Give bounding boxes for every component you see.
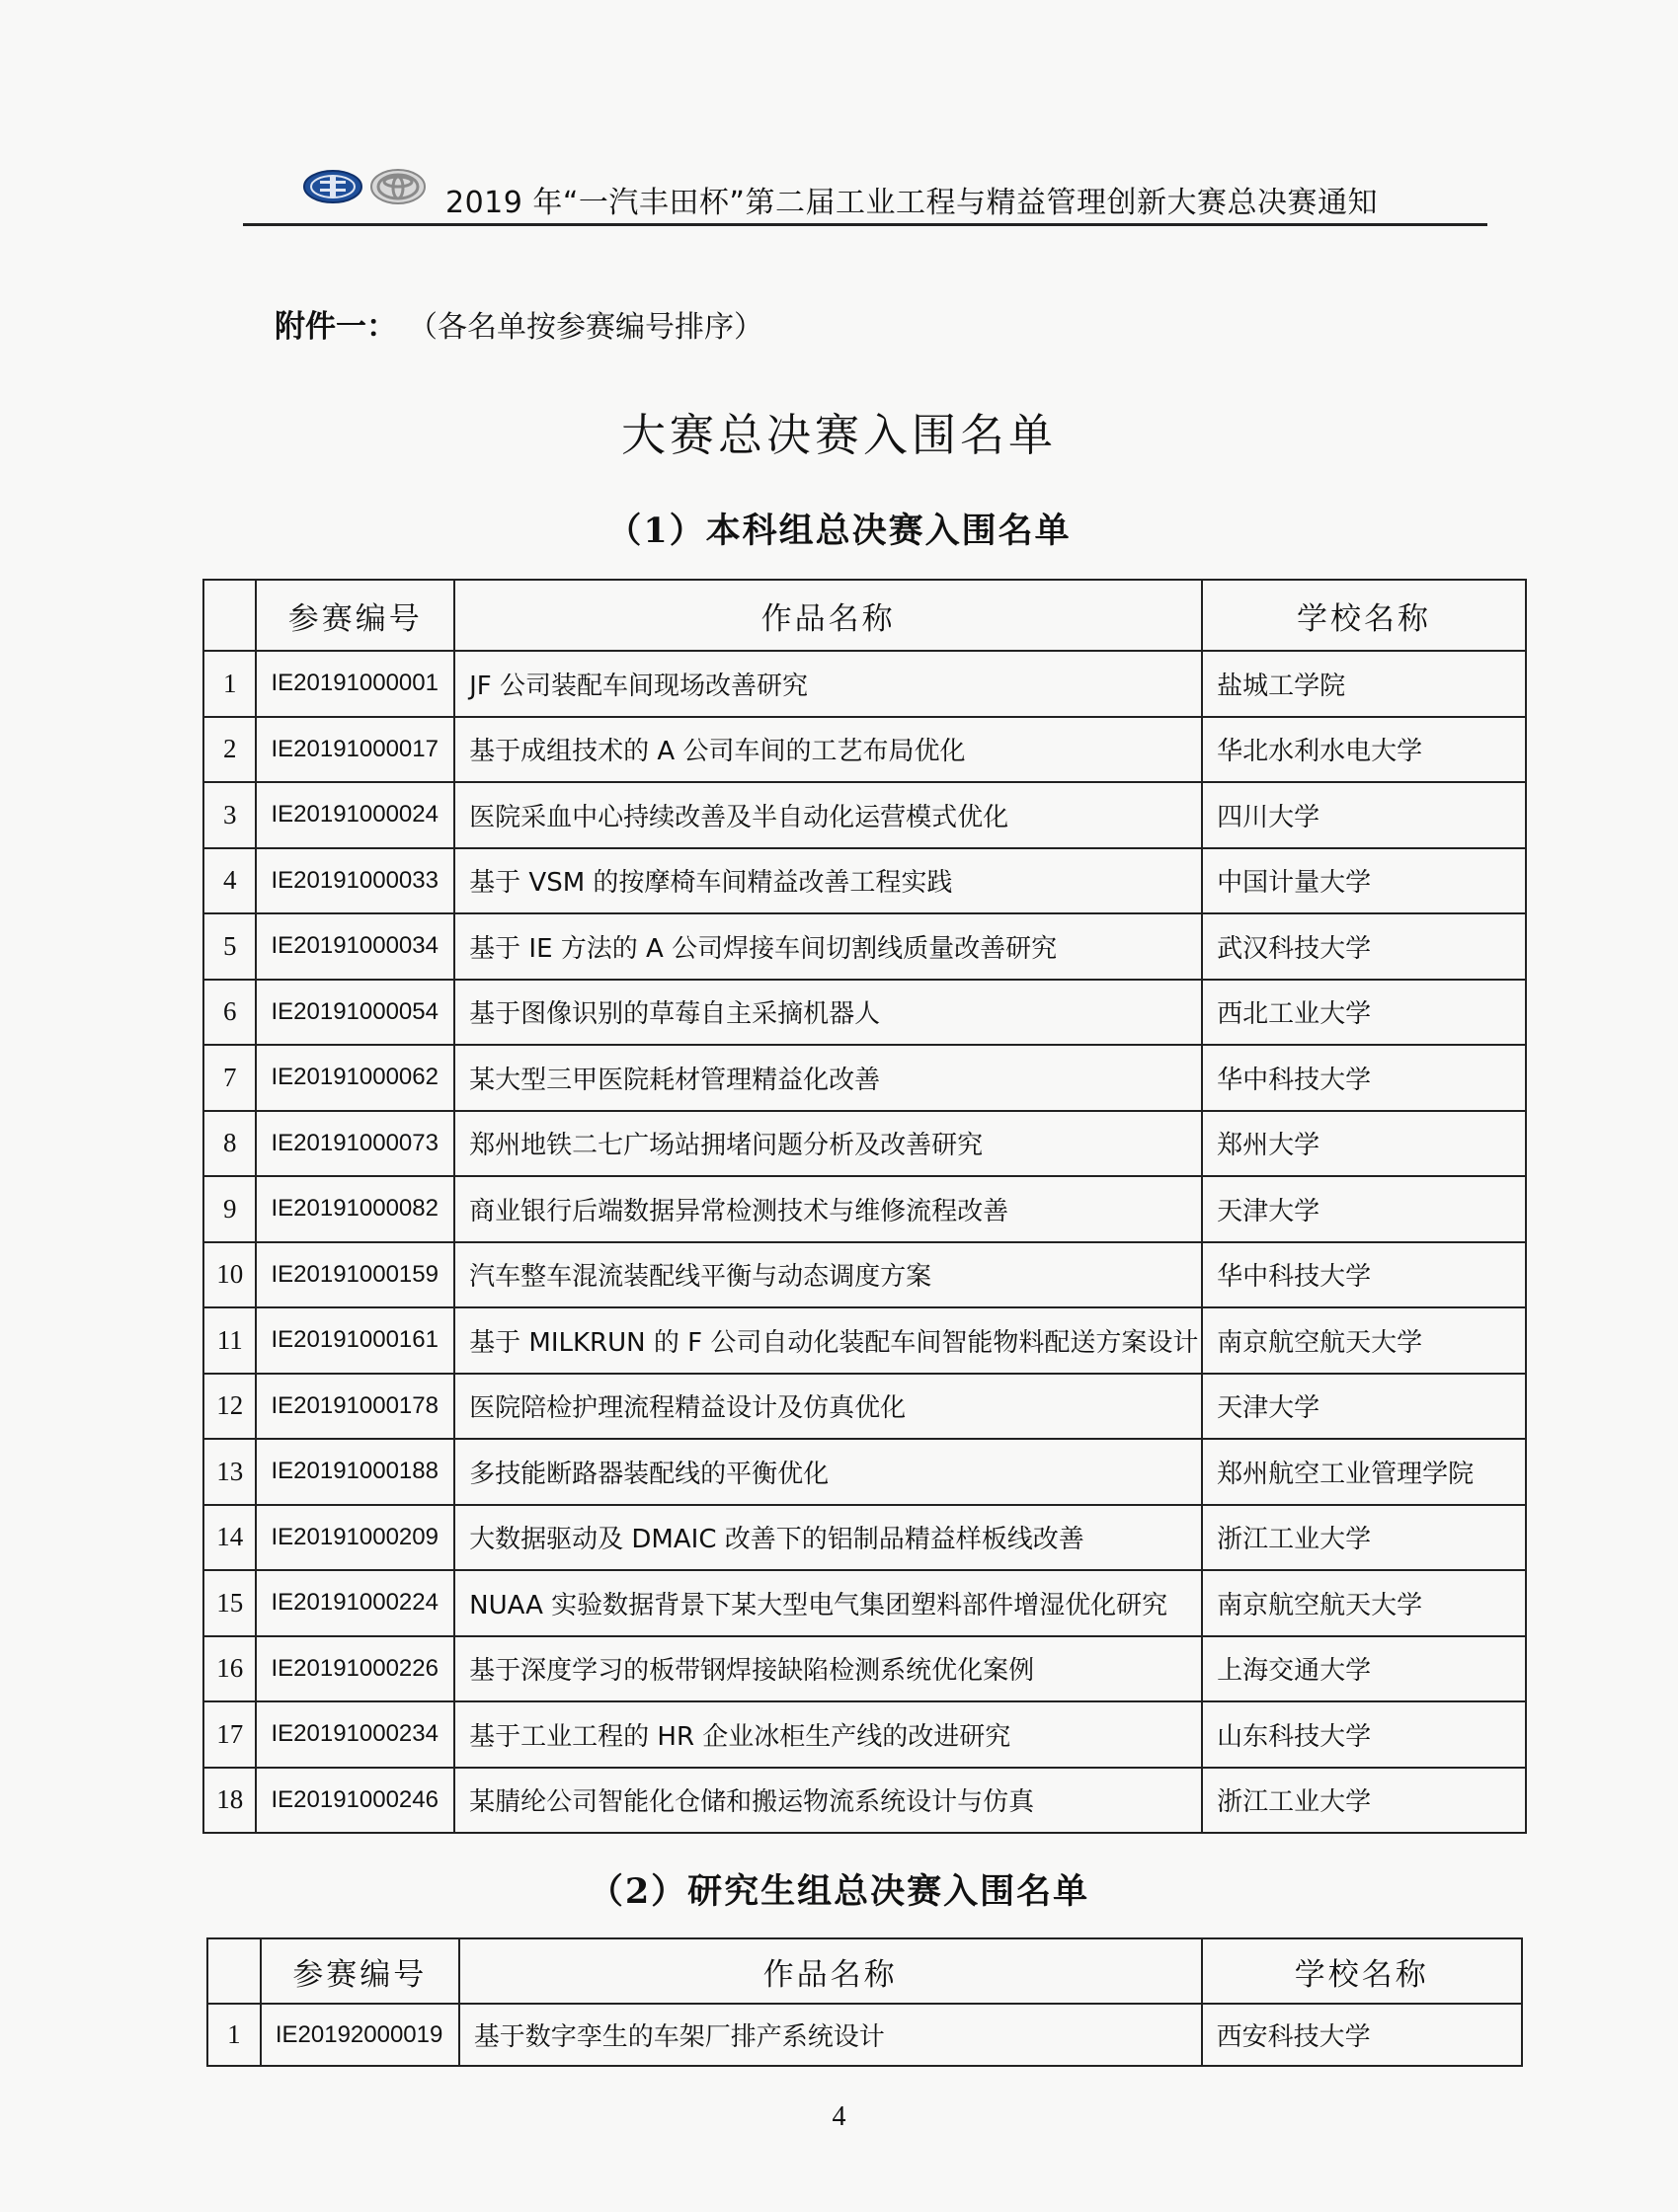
school-name-cell: 华中科技大学 xyxy=(1202,1242,1526,1308)
table-row xyxy=(203,1701,1526,1768)
table-row xyxy=(203,1439,1526,1505)
work-title-cell: 郑州地铁二七广场站拥堵问题分析及改善研究 xyxy=(454,1111,1202,1177)
work-title-cell: 大数据驱动及 DMAIC 改善下的铝制品精益样板线改善 xyxy=(454,1505,1202,1571)
entry-code-cell: IE20191000034 xyxy=(256,913,454,980)
header-cell-code: 参赛编号 xyxy=(261,1938,459,2004)
graduate-table xyxy=(206,1937,1523,2067)
table-row xyxy=(203,1570,1526,1636)
entry-code-cell: IE20191000054 xyxy=(256,980,454,1046)
school-name-cell: 天津大学 xyxy=(1202,1176,1526,1242)
header-title: 2019 年“一汽丰田杯”第二届工业工程与精益管理创新大赛总决赛通知 xyxy=(445,186,1378,220)
work-title-cell: 医院陪检护理流程精益设计及仿真优化 xyxy=(454,1374,1202,1440)
school-name-cell: 郑州大学 xyxy=(1202,1111,1526,1177)
table-row xyxy=(203,980,1526,1046)
entry-code-cell: IE20191000234 xyxy=(256,1701,454,1768)
table-row xyxy=(203,1374,1526,1440)
work-title-cell: 多技能断路器装配线的平衡优化 xyxy=(454,1439,1202,1505)
work-title-cell: 基于图像识别的草莓自主采摘机器人 xyxy=(454,980,1202,1046)
row-index-cell: 18 xyxy=(203,1768,256,1834)
work-title-cell: 基于深度学习的板带钢焊接缺陷检测系统优化案例 xyxy=(454,1636,1202,1702)
entry-code-cell: IE20191000159 xyxy=(256,1242,454,1308)
entry-code-cell: IE20191000017 xyxy=(256,717,454,783)
row-index-cell: 14 xyxy=(203,1505,256,1571)
school-name-cell: 南京航空航天大学 xyxy=(1202,1570,1526,1636)
entry-code-cell: IE20191000033 xyxy=(256,848,454,914)
work-title-cell: 基于工业工程的 HR 企业冰柜生产线的改进研究 xyxy=(454,1701,1202,1768)
row-index-cell: 15 xyxy=(203,1570,256,1636)
table-row xyxy=(203,1176,1526,1242)
table-row xyxy=(203,1242,1526,1308)
table-row xyxy=(203,1505,1526,1571)
work-title-cell: 某腈纶公司智能化仓储和搬运物流系统设计与仿真 xyxy=(454,1768,1202,1834)
row-index-cell: 6 xyxy=(203,980,256,1046)
work-title-cell: 基于成组技术的 A 公司车间的工艺布局优化 xyxy=(454,717,1202,783)
row-index-cell: 4 xyxy=(203,848,256,914)
table-row xyxy=(203,651,1526,717)
work-title-cell: 某大型三甲医院耗材管理精益化改善 xyxy=(454,1045,1202,1111)
row-index-cell: 16 xyxy=(203,1636,256,1702)
table-row xyxy=(203,717,1526,783)
table-row xyxy=(203,1768,1526,1834)
table-row xyxy=(207,2004,1522,2066)
row-index-cell: 10 xyxy=(203,1242,256,1308)
entry-code-cell: IE20191000178 xyxy=(256,1374,454,1440)
header-cell-code: 参赛编号 xyxy=(256,580,454,651)
table-row xyxy=(203,848,1526,914)
header-cell-school: 学校名称 xyxy=(1202,580,1526,651)
work-title-cell: 医院采血中心持续改善及半自动化运营模式优化 xyxy=(454,782,1202,848)
row-index-cell: 8 xyxy=(203,1111,256,1177)
header-cell-school: 学校名称 xyxy=(1202,1938,1522,2004)
graduate-section-title: （2）研究生组总决赛入围名单 xyxy=(588,1871,1090,1912)
page-number: 4 xyxy=(832,2101,846,2132)
school-name-cell: 上海交通大学 xyxy=(1202,1636,1526,1702)
entry-code-cell: IE20191000082 xyxy=(256,1176,454,1242)
undergrad-table xyxy=(202,579,1527,1834)
header-cell-index xyxy=(203,580,256,651)
work-title-cell: NUAA 实验数据背景下某大型电气集团塑料部件增湿优化研究 xyxy=(454,1570,1202,1636)
table-row xyxy=(203,1111,1526,1177)
work-title-cell: JF 公司装配车间现场改善研究 xyxy=(454,651,1202,717)
school-name-cell: 盐城工学院 xyxy=(1202,651,1526,717)
table-row xyxy=(203,913,1526,980)
header-cell-work: 作品名称 xyxy=(454,580,1202,651)
school-name-cell: 西北工业大学 xyxy=(1202,980,1526,1046)
school-name-cell: 中国计量大学 xyxy=(1202,848,1526,914)
school-name-cell: 天津大学 xyxy=(1202,1374,1526,1440)
header-cell-index xyxy=(207,1938,261,2004)
entry-code-cell: IE20191000209 xyxy=(256,1505,454,1571)
school-name-cell: 华北水利水电大学 xyxy=(1202,717,1526,783)
work-title-cell: 基于 IE 方法的 A 公司焊接车间切割线质量改善研究 xyxy=(454,913,1202,980)
entry-code-cell: IE20191000161 xyxy=(256,1307,454,1374)
school-name-cell: 武汉科技大学 xyxy=(1202,913,1526,980)
annex-note: （各名单按参赛编号排序） xyxy=(423,310,763,345)
row-index-cell: 5 xyxy=(203,913,256,980)
entry-code-cell: IE20192000019 xyxy=(261,2004,459,2066)
undergrad-section-title: （1）本科组总决赛入围名单 xyxy=(606,511,1072,551)
row-index-cell: 2 xyxy=(203,717,256,783)
header-cell-work: 作品名称 xyxy=(459,1938,1202,2004)
work-title-cell: 基于 MILKRUN 的 F 公司自动化装配车间智能物料配送方案设计 xyxy=(454,1307,1202,1374)
page-header xyxy=(243,156,1487,229)
entry-code-cell: IE20191000024 xyxy=(256,782,454,848)
row-index-cell: 9 xyxy=(203,1176,256,1242)
row-index-cell: 13 xyxy=(203,1439,256,1505)
table-row xyxy=(203,782,1526,848)
row-index-cell: 7 xyxy=(203,1045,256,1111)
work-title-cell: 汽车整车混流装配线平衡与动态调度方案 xyxy=(454,1242,1202,1308)
entry-code-cell: IE20191000001 xyxy=(256,651,454,717)
school-name-cell: 浙江工业大学 xyxy=(1202,1768,1526,1834)
school-name-cell: 郑州航空工业管理学院 xyxy=(1202,1439,1526,1505)
school-name-cell: 山东科技大学 xyxy=(1202,1701,1526,1768)
row-index-cell: 1 xyxy=(207,2004,261,2066)
entry-code-cell: IE20191000062 xyxy=(256,1045,454,1111)
row-index-cell: 11 xyxy=(203,1307,256,1374)
row-index-cell: 12 xyxy=(203,1374,256,1440)
school-name-cell: 南京航空航天大学 xyxy=(1202,1307,1526,1374)
school-name-cell: 华中科技大学 xyxy=(1202,1045,1526,1111)
header-divider xyxy=(243,223,1487,226)
school-name-cell: 四川大学 xyxy=(1202,782,1526,848)
table-header-row xyxy=(203,580,1526,651)
annex-line xyxy=(275,301,763,346)
row-index-cell: 3 xyxy=(203,782,256,848)
school-name-cell: 西安科技大学 xyxy=(1202,2004,1522,2066)
table-row xyxy=(203,1636,1526,1702)
work-title-cell: 基于数字孪生的车架厂排产系统设计 xyxy=(459,2004,1202,2066)
annex-label: 附件一： xyxy=(275,309,397,345)
toyota-logo-icon xyxy=(369,168,427,205)
table-header-row xyxy=(207,1938,1522,2004)
faw-logo-icon xyxy=(302,168,363,205)
entry-code-cell: IE20191000246 xyxy=(256,1768,454,1834)
work-title-cell: 商业银行后端数据异常检测技术与维修流程改善 xyxy=(454,1176,1202,1242)
entry-code-cell: IE20191000073 xyxy=(256,1111,454,1177)
row-index-cell: 1 xyxy=(203,651,256,717)
table-row xyxy=(203,1045,1526,1111)
entry-code-cell: IE20191000188 xyxy=(256,1439,454,1505)
school-name-cell: 浙江工业大学 xyxy=(1202,1505,1526,1571)
entry-code-cell: IE20191000226 xyxy=(256,1636,454,1702)
main-title: 大赛总决赛入围名单 xyxy=(620,409,1057,461)
work-title-cell: 基于 VSM 的按摩椅车间精益改善工程实践 xyxy=(454,848,1202,914)
row-index-cell: 17 xyxy=(203,1701,256,1768)
entry-code-cell: IE20191000224 xyxy=(256,1570,454,1636)
table-row xyxy=(203,1307,1526,1374)
